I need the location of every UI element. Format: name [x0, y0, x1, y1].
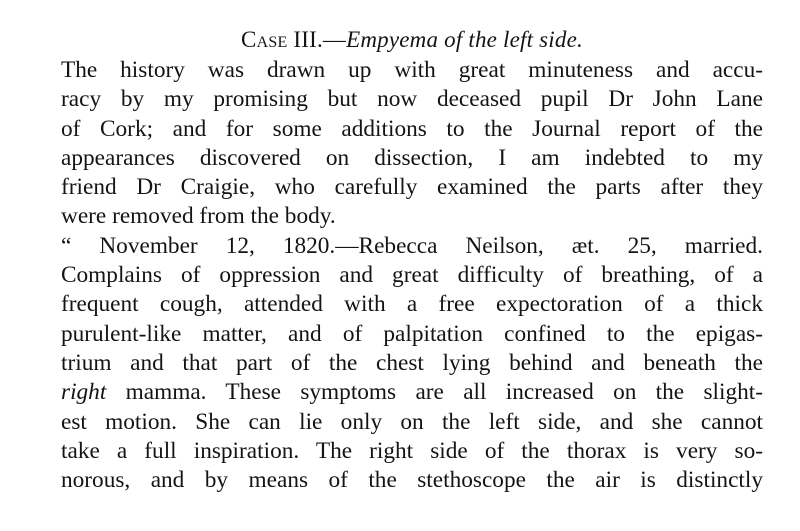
italic-emphasis: right [61, 379, 107, 406]
text-line: were removed from the body. [61, 203, 336, 230]
case-title: Empyema of the left side. [346, 27, 583, 52]
text-line-with-italic [61, 378, 763, 407]
text-line: Complains of oppression and great difficulty of breathing, of a [61, 262, 763, 289]
text-line: purulent-like matter, and of palpitation confined to the epigas- [61, 320, 763, 347]
paragraph-history [61, 56, 763, 232]
text-line: take a full inspiration. The right side of the thorax is very so- [61, 437, 763, 464]
text-line: “ November 12, 1820.—Rebecca Neilson, æt. 25, married. [61, 232, 763, 259]
text-line: est motion. She can lie only on the left side, and she cannot [61, 408, 763, 435]
text-line-rest: mamma. These symptoms are all increased on the slight- [106, 379, 763, 406]
text-line: racy by my promising but now deceased pupil Dr John Lane [61, 86, 763, 113]
case-label: Case III.— [241, 27, 347, 52]
paragraph-case-notes [61, 232, 763, 496]
document-page [61, 26, 763, 495]
text-line: appearances discovered on dissection, I am indebted to my [61, 144, 763, 171]
text-line: trium and that part of the chest lying behind and beneath the [61, 349, 763, 376]
text-line: of Cork; and for some additions to the Journal report of the [61, 115, 763, 142]
text-line: friend Dr Craigie, who carefully examined the parts after they [61, 174, 763, 201]
case-heading [61, 26, 763, 56]
text-line: The history was drawn up with great minuteness and accu- [61, 57, 763, 83]
text-line: norous, and by means of the stethoscope the air is distinctly [61, 467, 763, 494]
text-line: frequent cough, attended with a free expectoration of a thick [61, 291, 763, 318]
